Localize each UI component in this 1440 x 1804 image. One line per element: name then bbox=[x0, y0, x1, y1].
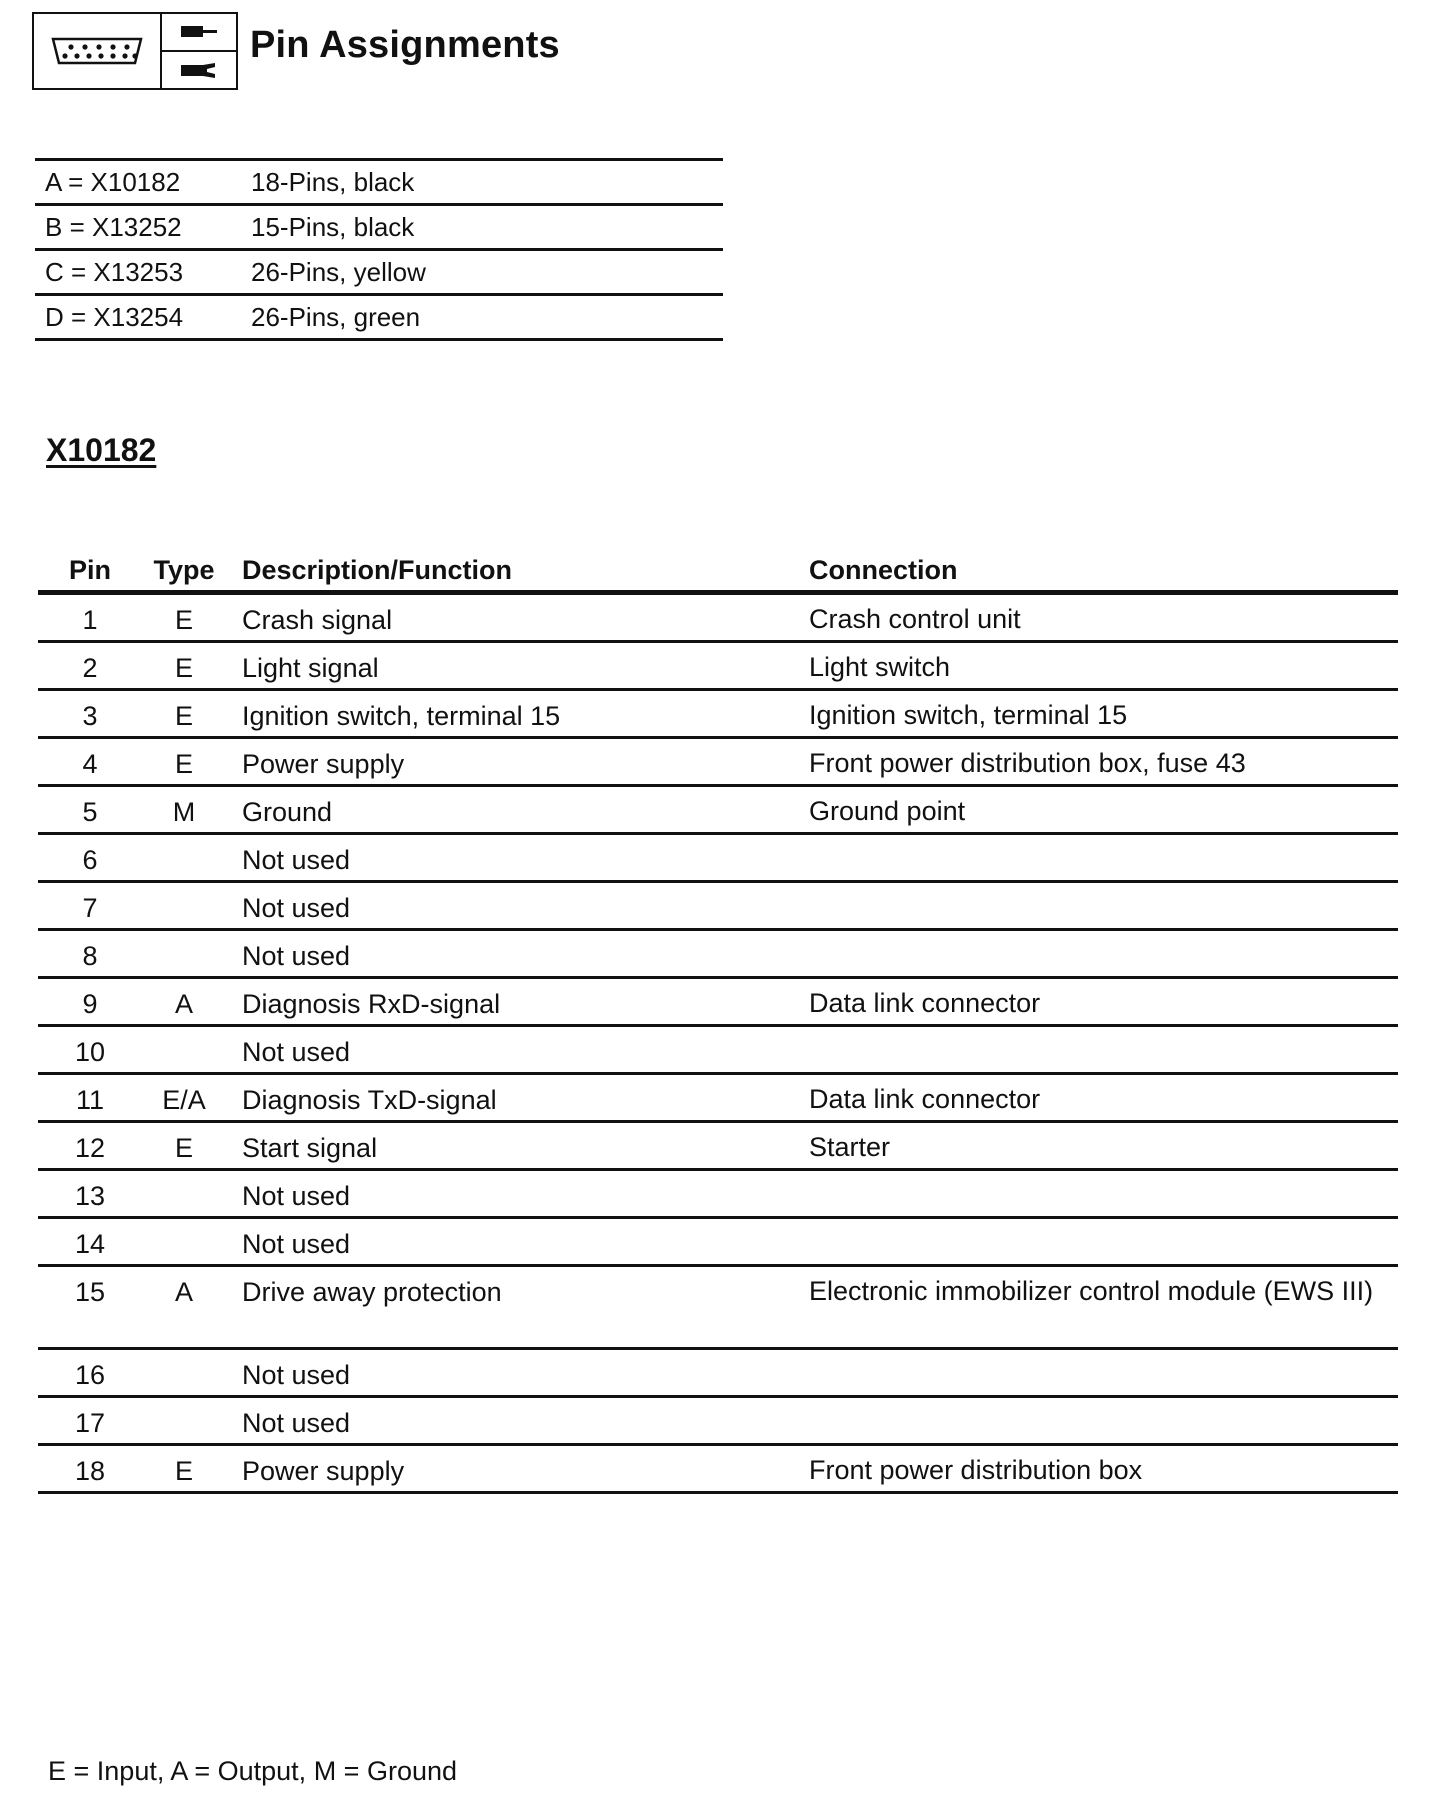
pin-number: 12 bbox=[74, 1133, 106, 1163]
pin-connection bbox=[799, 883, 1398, 888]
pin-type bbox=[142, 931, 226, 941]
table-row bbox=[38, 1075, 1398, 1123]
connector-id: D = X13254 bbox=[45, 301, 184, 332]
pin-description: Not used bbox=[242, 1408, 351, 1438]
table-row bbox=[38, 1123, 1398, 1171]
table-row bbox=[38, 1446, 1398, 1494]
table-row bbox=[38, 1350, 1398, 1398]
pin-type bbox=[142, 1171, 226, 1181]
header-type: Type bbox=[153, 555, 215, 585]
pin-type: A bbox=[174, 1277, 193, 1307]
pin-description: Not used bbox=[242, 1360, 351, 1390]
table-row bbox=[38, 835, 1398, 883]
pin-number: 6 bbox=[82, 845, 98, 875]
pin-connection bbox=[799, 835, 1398, 840]
pin-description: Light signal bbox=[242, 653, 379, 683]
pin-type bbox=[142, 835, 226, 845]
pin-number: 4 bbox=[82, 749, 98, 779]
table-row bbox=[38, 643, 1398, 691]
pin-type: E bbox=[174, 1456, 193, 1486]
table-row bbox=[38, 787, 1398, 835]
pin-connection bbox=[799, 1398, 1398, 1403]
pin-connection: Light switch bbox=[809, 652, 951, 682]
pin-description: Power supply bbox=[242, 1456, 405, 1486]
pin-description: Not used bbox=[242, 1181, 351, 1211]
connector-plug-icon bbox=[34, 14, 162, 88]
pin-type bbox=[142, 1398, 226, 1408]
pin-number: 13 bbox=[74, 1181, 106, 1211]
pin-type bbox=[142, 1350, 226, 1360]
connector-icon-box bbox=[32, 12, 238, 90]
pin-contact-icon bbox=[162, 14, 236, 50]
connector-desc: 26-Pins, yellow bbox=[251, 256, 426, 287]
pin-type: M bbox=[172, 797, 196, 827]
pin-type: A bbox=[174, 989, 193, 1019]
pin-description: Ignition switch, terminal 15 bbox=[242, 701, 561, 731]
header-pin: Pin bbox=[68, 555, 111, 585]
pin-number: 11 bbox=[75, 1085, 105, 1115]
connector-list bbox=[35, 158, 723, 341]
socket-contact-icon bbox=[162, 50, 236, 88]
pin-number: 1 bbox=[82, 605, 98, 635]
pin-connection: Ignition switch, terminal 15 bbox=[809, 700, 1128, 730]
pin-type bbox=[142, 1027, 226, 1037]
pin-number: 9 bbox=[82, 989, 98, 1019]
connector-row bbox=[35, 296, 723, 341]
connector-row bbox=[35, 161, 723, 206]
pin-type: E/A bbox=[162, 1085, 206, 1115]
connector-desc: 15-Pins, black bbox=[251, 211, 415, 242]
table-row bbox=[38, 595, 1398, 643]
table-row bbox=[38, 1027, 1398, 1075]
pin-number: 16 bbox=[74, 1360, 106, 1390]
table-row bbox=[38, 979, 1398, 1027]
connector-id: C = X13253 bbox=[45, 256, 184, 287]
header-description: Description/Function bbox=[242, 555, 512, 585]
pin-type bbox=[142, 1219, 226, 1229]
pin-type: E bbox=[174, 749, 193, 779]
connector-id: B = X13252 bbox=[45, 211, 182, 242]
table-row bbox=[38, 1398, 1398, 1446]
pin-number: 3 bbox=[82, 701, 98, 731]
pin-connection: Data link connector bbox=[809, 988, 1041, 1018]
pin-type bbox=[142, 883, 226, 893]
table-row bbox=[38, 1171, 1398, 1219]
pin-number: 2 bbox=[82, 653, 98, 683]
pin-number: 15 bbox=[74, 1277, 106, 1307]
pin-description: Not used bbox=[242, 893, 351, 923]
pin-number: 7 bbox=[82, 893, 98, 923]
pin-connection bbox=[799, 1171, 1398, 1176]
pin-number: 5 bbox=[82, 797, 98, 827]
connector-row bbox=[35, 251, 723, 296]
pin-number: 18 bbox=[74, 1456, 106, 1486]
pin-connection bbox=[799, 1027, 1398, 1032]
pin-description: Diagnosis RxD-signal bbox=[242, 989, 501, 1019]
pin-connection bbox=[799, 1350, 1398, 1355]
pin-description: Drive away protection bbox=[242, 1277, 502, 1307]
table-row bbox=[38, 1219, 1398, 1267]
connector-desc: 26-Pins, green bbox=[251, 301, 421, 332]
table-row bbox=[38, 1267, 1398, 1350]
pin-number: 14 bbox=[74, 1229, 106, 1259]
pin-type: E bbox=[174, 701, 193, 731]
pin-connection: Starter bbox=[809, 1132, 891, 1162]
type-legend: E = Input, A = Output, M = Ground bbox=[48, 1756, 458, 1786]
pin-number: 17 bbox=[74, 1408, 106, 1438]
pin-description: Not used bbox=[242, 1037, 351, 1067]
connector-row bbox=[35, 206, 723, 251]
pin-description: Power supply bbox=[242, 749, 405, 779]
pin-connection bbox=[799, 1219, 1398, 1224]
pin-type: E bbox=[174, 653, 193, 683]
pin-description: Diagnosis TxD-signal bbox=[242, 1085, 497, 1115]
table-row bbox=[38, 931, 1398, 979]
table-row bbox=[38, 691, 1398, 739]
pin-number: 10 bbox=[74, 1037, 106, 1067]
pin-connection bbox=[799, 931, 1398, 936]
pin-table-header bbox=[38, 548, 1398, 595]
pin-connection: Crash control unit bbox=[809, 604, 1021, 634]
pin-description: Not used bbox=[242, 845, 351, 875]
connector-desc: 18-Pins, black bbox=[251, 166, 415, 197]
connector-id: A = X10182 bbox=[45, 166, 181, 197]
page-header bbox=[32, 12, 560, 90]
pin-description: Start signal bbox=[242, 1133, 378, 1163]
pin-type: E bbox=[174, 605, 193, 635]
pin-type: E bbox=[174, 1133, 193, 1163]
pin-connection: Data link connector bbox=[809, 1084, 1041, 1114]
section-title: X10182 bbox=[46, 432, 157, 468]
pin-description: Not used bbox=[242, 1229, 351, 1259]
page-title: Pin Assignments bbox=[250, 24, 560, 66]
pin-description: Crash signal bbox=[242, 605, 393, 635]
pin-connection: Electronic immobilizer control module (EWS III) bbox=[809, 1276, 1374, 1306]
pin-connection: Front power distribution box, fuse 43 bbox=[809, 748, 1246, 778]
pin-number: 8 bbox=[82, 941, 98, 971]
pin-connection: Ground point bbox=[809, 796, 966, 826]
pin-connection: Front power distribution box bbox=[809, 1455, 1143, 1485]
table-row bbox=[38, 739, 1398, 787]
pin-description: Ground bbox=[242, 797, 333, 827]
pin-table bbox=[38, 548, 1398, 1494]
table-row bbox=[38, 883, 1398, 931]
header-connection: Connection bbox=[809, 555, 958, 585]
pin-description: Not used bbox=[242, 941, 351, 971]
